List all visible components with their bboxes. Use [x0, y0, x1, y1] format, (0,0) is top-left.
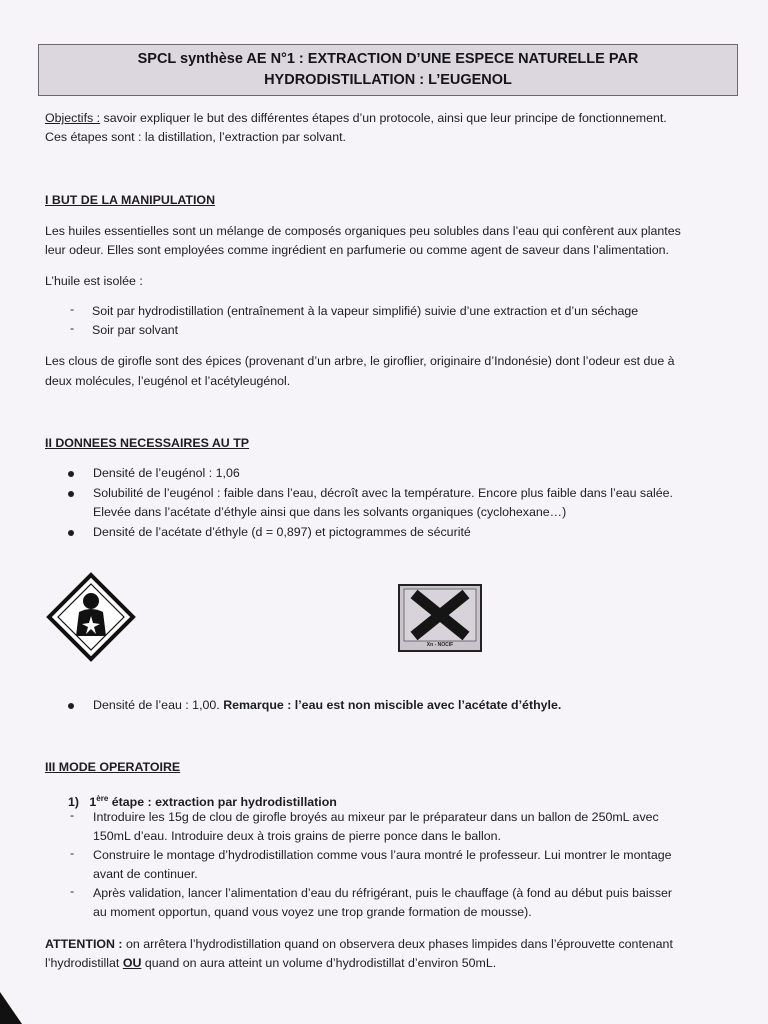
attention-label: ATTENTION : [45, 937, 123, 951]
step-item-1-line-2: 150mL d’eau. Introduire deux à trois grains de pierre ponce dans le ballon. [93, 829, 502, 843]
attention-line-1 [45, 935, 673, 954]
section-2-heading: II DONNEES NECESSAIRES AU TP [45, 436, 250, 450]
section-2-bullet-2-line-1: Solubilité de l’eugénol : faible dans l’eau, décroît avec la température. Encore plus faible dans l’eau salée. [93, 486, 673, 500]
dash-marker: - [70, 884, 75, 898]
water-density: Densité de l’eau : 1,00. [93, 698, 224, 712]
step-number: 1) [68, 795, 80, 810]
section-1-para-2: L’huile est isolée : [45, 274, 143, 288]
section-2-bullet-1: Densité de l’eugénol : 1,06 [93, 466, 240, 480]
attention-or: OU [122, 956, 142, 970]
scan-corner-shadow [0, 992, 22, 1024]
step-ordinal-suffix: ère [96, 794, 109, 803]
dash-marker: - [70, 808, 75, 822]
section-1-list-item: Soir par solvant [92, 323, 179, 337]
bullet-dot [68, 471, 74, 477]
section-1-para-1-line-2: leur odeur. Elles sont employées comme ingrédient en parfumerie ou comme agent de saveur dans l’alimentation. [45, 243, 670, 257]
title-line-2: HYDRODISTILLATION : L’EUGENOL [264, 72, 512, 88]
bullet-dot [68, 530, 74, 536]
objectifs-line-1 [45, 109, 667, 128]
bullet-dot [68, 703, 74, 709]
section-1-heading: I BUT DE LA MANIPULATION [45, 193, 216, 207]
step-item-3-line-2: au moment opportun, quand vous voyez une trop grande formation de mousse). [93, 905, 532, 919]
title-line-1: SPCL synthèse AE N°1 : EXTRACTION D’UNE ESPECE NATURELLE PAR [137, 51, 639, 67]
step-item-2-line-2: avant de continuer. [93, 867, 198, 881]
objectifs-text: savoir expliquer le but des différentes étapes d’un protocole, ainsi que leur principe de fonctionnement. [100, 111, 667, 125]
attention-text-part-b: quand on aura atteint un volume d’hydrodistillat d’environ 50mL. [141, 956, 497, 970]
section-3-heading: III MODE OPERATOIRE [45, 760, 181, 774]
dash-marker: - [70, 302, 75, 316]
step-item-3-line-1: Après validation, lancer l’alimentation d’eau du réfrigérant, puis le chauffage (à fond au début puis baisser [93, 886, 673, 900]
step-item-2-line-1: Construire le montage d’hydrodistillation comme vous l’aura montré le professeur. Lui montrer le montage [93, 848, 672, 862]
section-2-bullet-4 [93, 696, 561, 715]
section-1-para-1-line-1: Les huiles essentielles sont un mélange de composés organiques peu solubles dans l’eau qui confèrent aux plantes [45, 224, 681, 238]
section-1-para-3-line-1: Les clous de girofle sont des épices (provenant d’un arbre, le giroflier, originaire d’Indonésie) dont l’odeur est due à [45, 354, 675, 368]
section-2-bullet-2-line-2: Elevée dans l’acétate d’éthyle ainsi que dans les solvants organiques (cyclohexane…) [93, 505, 567, 519]
harmful-x-pictogram [398, 584, 482, 652]
remark: Remarque : l’eau est non miscible avec l’acétate d’éthyle. [223, 698, 562, 712]
attention-line-2 [45, 954, 496, 973]
title-box [38, 44, 738, 96]
bullet-dot [68, 491, 74, 497]
health-hazard-pictogram-icon [46, 572, 136, 662]
attention-text-part-a: l’hydrodistillat [45, 956, 123, 970]
step-item-1-line-1: Introduire les 15g de clou de girofle broyés au mixeur par le préparateur dans un ballon de 250mL avec [93, 810, 659, 824]
picto-caption: Xn - NOCIF [426, 642, 454, 648]
dash-marker: - [70, 846, 75, 860]
dash-marker: - [70, 321, 75, 335]
section-1-list-item: Soit par hydrodistillation (entraînement à la vapeur simplifié) suivie d’une extraction et d’un séchage [92, 304, 639, 318]
objectifs-line-2: Ces étapes sont : la distillation, l’extraction par solvant. [45, 130, 346, 144]
step-ordinal: 1 [89, 795, 97, 810]
step-title-text: étape : extraction par hydrodistillation [108, 795, 337, 810]
section-1-para-3-line-2: deux molécules, l’eugénol et l’acétyleugénol. [45, 374, 291, 388]
section-2-bullet-3: Densité de l’acétate d’éthyle (d = 0,897) et pictogrammes de sécurité [93, 525, 471, 539]
attention-text: on arrêtera l’hydrodistillation quand on observera deux phases limpides dans l’éprouvette contenant [122, 937, 673, 951]
objectifs-label: Objectifs : [45, 111, 101, 125]
